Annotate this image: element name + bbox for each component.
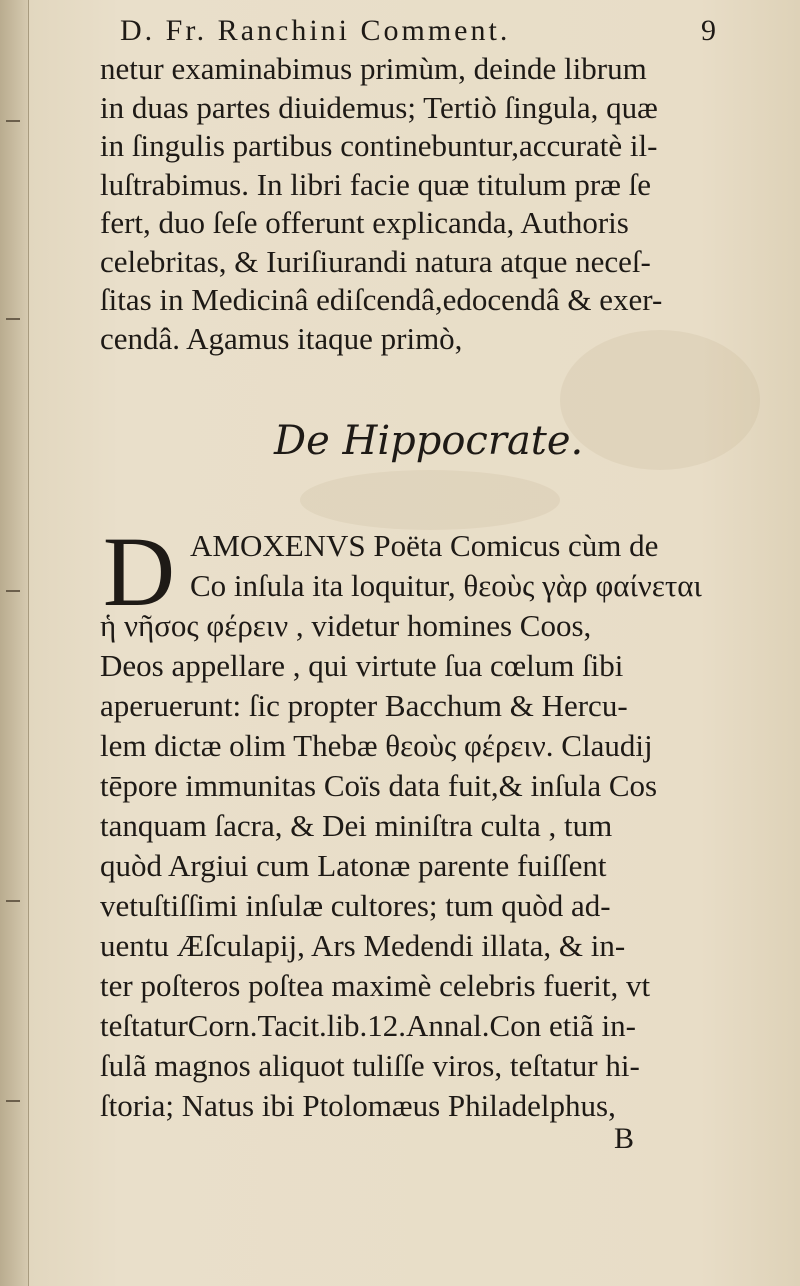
- text-line: quòd Argiui cum Latonæ parente fuiſſent: [100, 848, 607, 883]
- paragraph-2: [100, 516, 760, 1126]
- text-line: AMOXENVS Poëta Comicus cùm de: [190, 528, 659, 563]
- text-line: lem dictæ olim Thebæ θεοὺς φέρειν. Claudij: [100, 728, 653, 763]
- text-line: in ſingulis partibus continebuntur,accuratè il-: [100, 128, 658, 163]
- text-line: ſitas in Medicinâ ediſcendâ,edocendâ & exer-: [100, 282, 663, 317]
- paragraph-1: [100, 50, 760, 358]
- text-line: teſtaturCorn.Tacit.lib.12.Annal.Con etiã in-: [100, 1008, 636, 1043]
- text-line: ter poſteros poſtea maximè celebris fuerit, vt: [100, 968, 651, 1003]
- text-line: ἡ νῆσος φέρειν , videtur homines Coos,: [100, 608, 592, 643]
- text-line: ſulã magnos aliquot tuliſſe viros, teſtatur hi-: [100, 1048, 640, 1083]
- text-line: tanquam ſacra, & Dei miniſtra culta , tum: [100, 808, 613, 843]
- section-heading: De Hippocrate.: [274, 418, 584, 464]
- text-line: fert, duo ſeſe offerunt explicanda, Authoris: [100, 205, 629, 240]
- signature-mark: B: [614, 1122, 635, 1155]
- text-line: tēpore immunitas Coïs data fuit,& inſula Cos: [100, 768, 658, 803]
- text-line: Co inſula ita loquitur, θεοὺς γὰρ φαίνεται: [190, 568, 702, 603]
- text-line: vetuſtiſſimi inſulæ cultores; tum quòd ad-: [100, 888, 611, 923]
- text-line: netur examinabimus primùm, deinde librum: [100, 51, 647, 86]
- text-line: cendâ. Agamus itaque primò,: [100, 320, 463, 356]
- text-line: in duas partes diuidemus; Tertiò ſingula, quæ: [100, 89, 658, 125]
- text-line: Deos appellare , qui virtute ſua cœlum ſibi: [100, 648, 624, 683]
- page-number: 9: [701, 14, 716, 47]
- page-binding-edge: [0, 0, 29, 1286]
- text-line: celebritas, & Iuriſiurandi natura atque neceſ-: [100, 243, 651, 279]
- text-line: uentu Æſculapij, Ars Medendi illata, & in-: [100, 928, 626, 963]
- text-line: ſtoria; Natus ibi Ptolomæus Philadelphus,: [100, 1088, 616, 1123]
- text-line: aperuerunt: ſic propter Bacchum & Hercu-: [100, 688, 628, 723]
- drop-capital: D: [102, 516, 176, 627]
- text-line: luſtrabimus. In libri facie quæ titulum præ ſe: [100, 166, 652, 202]
- running-header: D. Fr. Ranchini Comment.: [120, 14, 511, 47]
